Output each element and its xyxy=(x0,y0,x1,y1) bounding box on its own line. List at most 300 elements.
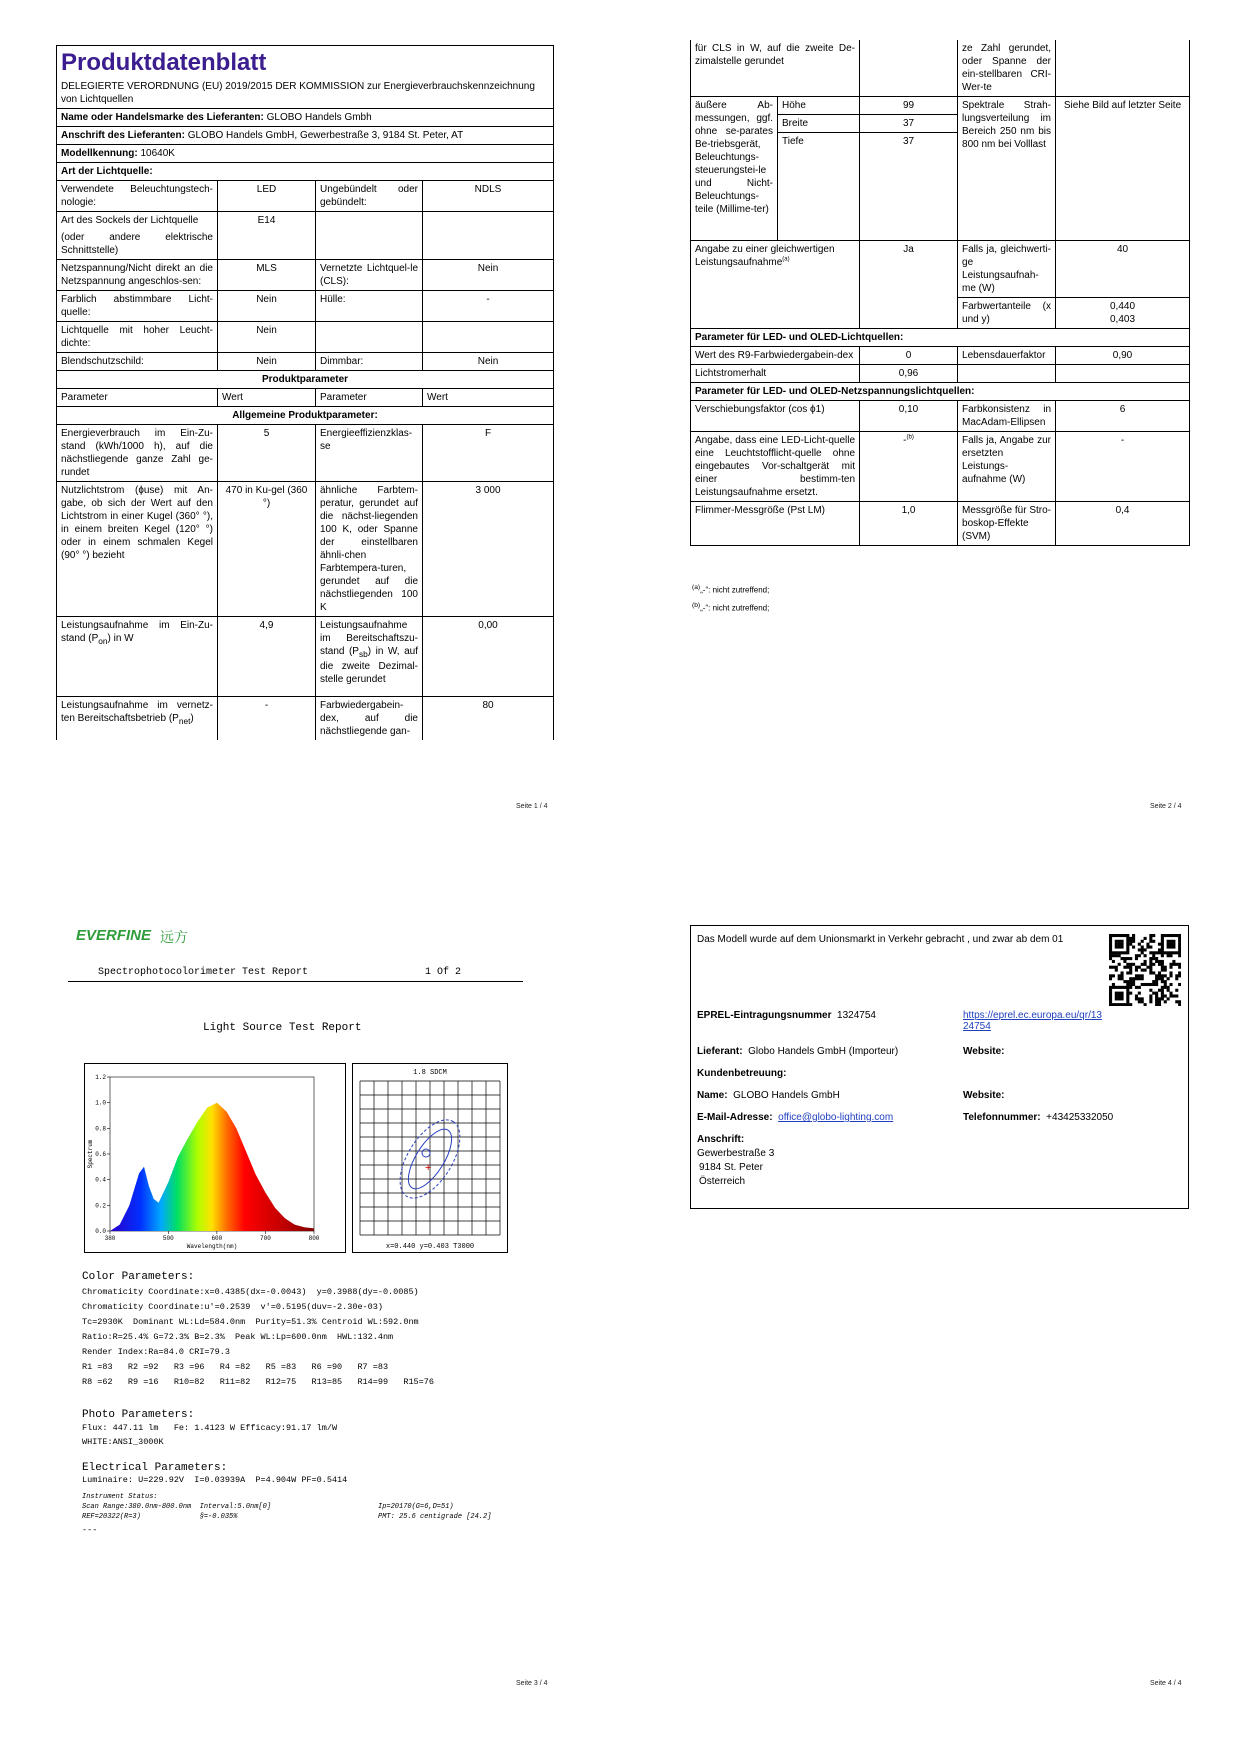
energy-class-label: Energieeffizienzklas-se xyxy=(316,425,423,482)
email-row: E-Mail-Adresse: office@globo-lighting.com xyxy=(697,1112,894,1123)
depth-label: Tiefe xyxy=(778,133,860,151)
website-label: Website: xyxy=(963,1046,1005,1057)
qr-module xyxy=(1158,960,1161,963)
power-standby-value: 0,00 xyxy=(423,617,554,697)
qr-module xyxy=(1172,946,1175,949)
qr-module xyxy=(1158,1003,1161,1006)
spectral-label: Spektrale Strah-lungsverteilung im Bereich 250 nm bis 800 nm bei Volllast xyxy=(958,97,1056,241)
qr-module xyxy=(1138,948,1141,951)
cap-label-note: (oder andere elektrische Schnittstelle) xyxy=(61,232,213,257)
bundled-value: NDLS xyxy=(423,181,554,212)
qr-module xyxy=(1135,994,1138,997)
qr-module xyxy=(1112,960,1115,963)
qr-module xyxy=(1161,943,1164,946)
qr-module xyxy=(1123,986,1126,989)
qr-module xyxy=(1138,943,1141,946)
qr-module xyxy=(1158,943,1161,946)
cct-value: 3 000 xyxy=(423,482,554,617)
qr-module xyxy=(1169,954,1172,957)
svm-label: Messgröße für Stro-boskop-Effekte (SVM) xyxy=(958,501,1056,545)
qr-module xyxy=(1172,951,1175,954)
qr-module xyxy=(1152,934,1155,937)
qr-module xyxy=(1121,943,1124,946)
x-tick-label: 700 xyxy=(260,1235,271,1242)
qr-module xyxy=(1129,992,1132,995)
qr-module xyxy=(1161,977,1164,980)
height-value: 99 xyxy=(860,97,958,115)
qr-module xyxy=(1118,951,1121,954)
qr-module xyxy=(1141,940,1144,943)
qr-module xyxy=(1121,971,1124,974)
qr-module xyxy=(1175,994,1178,997)
r9-label: Wert des R9-Farbwiedergabein-dex xyxy=(691,346,860,364)
qr-module xyxy=(1129,957,1132,960)
energy-class-value: F xyxy=(423,425,554,482)
qr-module xyxy=(1169,951,1172,954)
eprel-row: EPREL-Eintragungsnummer 1324754 xyxy=(697,1010,876,1021)
qr-module xyxy=(1175,977,1178,980)
qr-module xyxy=(1164,986,1167,989)
dimensions-label: äußere Ab-messungen, ggf. ohne se-parates Be-triebsgerät, Beleuchtungs-steuerungstei-le und Nicht-Beleuchtungs-teile (Millime-ter) xyxy=(691,97,778,241)
qr-module xyxy=(1155,980,1158,983)
equivalent-power-label: Angabe zu einer gleichwertigen Leistungsaufnahme$^{(a)}$ xyxy=(691,240,860,328)
photo-line-2: WHITE:ANSI_3000K xyxy=(82,1437,164,1447)
qr-module xyxy=(1129,980,1132,983)
qr-module xyxy=(1129,937,1132,940)
address-label: Anschrift: xyxy=(697,1134,745,1145)
qr-module xyxy=(1158,989,1161,992)
qr-module xyxy=(1149,937,1152,940)
displacement-factor-value: 0,10 xyxy=(860,400,958,431)
electrical-params-heading: Electrical Parameters: xyxy=(82,1462,228,1474)
qr-module xyxy=(1126,940,1129,943)
param-col-header: Parameter xyxy=(57,389,218,407)
qr-module xyxy=(1161,966,1164,969)
cap-label: Art des Sockels der Lichtquelle xyxy=(61,215,199,227)
instrument-line-2a: REF=20322(R=3) §=-0.035% xyxy=(82,1513,238,1521)
qr-module xyxy=(1155,960,1158,963)
y-axis-label: Spectrum xyxy=(87,1139,94,1169)
qr-module xyxy=(1121,977,1124,980)
qr-module xyxy=(1161,946,1164,949)
address-line-2: 9184 St. Peter xyxy=(699,1162,763,1173)
supplier-name: GLOBO Handels Gmbh xyxy=(266,112,372,124)
cri-value: 80 xyxy=(423,697,554,741)
supplier-address: GLOBO Handels GmbH, Gewerbestraße 3, 9184 St. Peter, AT xyxy=(187,130,464,142)
qr-module xyxy=(1135,974,1138,977)
qr-module xyxy=(1121,1003,1124,1006)
qr-module xyxy=(1132,934,1135,937)
qr-module xyxy=(1132,963,1135,966)
envelope-value: - xyxy=(423,291,554,322)
qr-module xyxy=(1141,948,1144,951)
qr-module xyxy=(1175,989,1178,992)
qr-module xyxy=(1146,966,1149,969)
qr-module xyxy=(1149,957,1152,960)
equivalent-power-flag: Ja xyxy=(860,240,958,328)
qr-module xyxy=(1149,963,1152,966)
width-value: 37 xyxy=(860,115,958,133)
phone-row: Telefonnummer: +43425332050 xyxy=(963,1112,1114,1123)
cls-value: Nein xyxy=(423,260,554,291)
email-link[interactable]: office@globo-lighting.com xyxy=(778,1112,894,1123)
report-subtitle: Light Source Test Report xyxy=(203,1022,362,1034)
qr-module xyxy=(1155,977,1158,980)
qr-module xyxy=(1178,983,1181,986)
page-1 xyxy=(0,0,620,877)
qr-module xyxy=(1132,940,1135,943)
qr-module xyxy=(1175,963,1178,966)
everfine-logo-cn: 远方 xyxy=(160,929,188,945)
displacement-factor-label: Verschiebungsfaktor (cos ϕ1) xyxy=(691,400,860,431)
qr-module xyxy=(1126,971,1129,974)
qr-module xyxy=(1126,963,1129,966)
report-title: Spectrophotocolorimeter Test Report xyxy=(98,967,309,978)
qr-module xyxy=(1161,934,1164,937)
model-id: 10640K xyxy=(140,148,175,160)
qr-module xyxy=(1169,971,1172,974)
qr-module xyxy=(1155,983,1158,986)
qr-module xyxy=(1167,934,1170,937)
qr-module xyxy=(1169,940,1172,943)
qr-module xyxy=(1167,989,1170,992)
qr-module xyxy=(1172,994,1175,997)
market-date-text: Das Modell wurde auf dem Unionsmarkt in Verkehr gebracht , und zwar ab dem 01 xyxy=(697,934,1064,945)
qr-module xyxy=(1129,971,1132,974)
qr-module xyxy=(1132,937,1135,940)
qr-module xyxy=(1152,980,1155,983)
qr-module xyxy=(1172,934,1175,937)
qr-module xyxy=(1172,963,1175,966)
product-params-header: Produktparameter xyxy=(57,371,554,389)
qr-module xyxy=(1129,969,1132,972)
qr-module xyxy=(1118,992,1121,995)
qr-module xyxy=(1155,1003,1158,1006)
x-tick-label: 500 xyxy=(162,1235,174,1242)
qr-module xyxy=(1121,994,1124,997)
lumen-maintenance-value: 0,96 xyxy=(860,364,958,382)
qr-module xyxy=(1149,989,1152,992)
qr-module xyxy=(1109,946,1112,949)
qr-module xyxy=(1112,974,1115,977)
instrument-line-1a: Scan Range:380.0nm-800.0nm Interval:5.0nm[0] xyxy=(82,1503,272,1511)
power-networked-label: Leistungsaufnahme im vernetz-ten Bereitschaftsbetrieb $(P_{net})$ xyxy=(57,697,218,741)
supplier-name-label: Name oder Handelsmarke des Lieferanten: xyxy=(61,112,264,124)
qr-module xyxy=(1167,940,1170,943)
qr-module xyxy=(1118,977,1121,980)
qr-module xyxy=(1144,948,1147,951)
qr-module xyxy=(1152,992,1155,995)
qr-module xyxy=(1152,957,1155,960)
qr-module xyxy=(1161,992,1164,995)
qr-module xyxy=(1138,1000,1141,1003)
qr-module xyxy=(1126,989,1129,992)
color-param-line: Tc=2930K Dominant WL:Ld=584.0nm Purity=51.3% Centroid WL:592.0nm xyxy=(82,1317,419,1327)
replacement-power-value: - xyxy=(1056,431,1190,501)
qr-module xyxy=(1164,951,1167,954)
replacement-power-label: Falls ja, Angabe zur ersetzten Leistungs-aufnahme (W) xyxy=(958,431,1056,501)
qr-module xyxy=(1118,954,1121,957)
cri-label-cont: ze Zahl gerundet, oder Spanne der ein-stellbaren CRI-Wer-te xyxy=(958,40,1056,97)
qr-module xyxy=(1115,994,1118,997)
qr-module xyxy=(1164,966,1167,969)
qr-module xyxy=(1149,934,1152,937)
mains-value: MLS xyxy=(218,260,316,291)
page-title: Produktdatenblatt xyxy=(61,49,267,76)
qr-module xyxy=(1155,1000,1158,1003)
qr-module xyxy=(1155,994,1158,997)
measured-point-marker: + xyxy=(425,1162,432,1174)
qr-module xyxy=(1109,954,1112,957)
qr-module xyxy=(1161,940,1164,943)
qr-module xyxy=(1155,974,1158,977)
qr-module xyxy=(1109,997,1112,1000)
qr-module xyxy=(1178,974,1181,977)
qr-module xyxy=(1152,954,1155,957)
qr-module xyxy=(1178,971,1181,974)
qr-module xyxy=(1161,986,1164,989)
qr-module xyxy=(1118,943,1121,946)
color-param-line: Chromaticity Coordinate:x=0.4385(dx=-0.0043) y=0.3988(dy=-0.0085) xyxy=(82,1287,419,1297)
qr-module xyxy=(1175,951,1178,954)
x-tick-label: 380 xyxy=(104,1235,116,1242)
mains-label: Netzspannung/Nicht direkt an die Netzspannung angeschlos-sen: xyxy=(57,260,218,291)
qr-module xyxy=(1112,951,1115,954)
color-params-heading: Color Parameters: xyxy=(82,1271,195,1283)
qr-module xyxy=(1138,997,1141,1000)
qr-module xyxy=(1169,946,1172,949)
page-number: Seite 4 / 4 xyxy=(1150,1680,1182,1687)
x-tick-label: 600 xyxy=(211,1235,223,1242)
qr-module xyxy=(1138,974,1141,977)
qr-module xyxy=(1155,951,1158,954)
y-tick-label: 0.4 xyxy=(95,1176,106,1184)
qr-module xyxy=(1164,983,1167,986)
footnote-b: $^{(b)}$„-“: nicht zutreffend; xyxy=(692,602,770,613)
page-number: Seite 3 / 4 xyxy=(516,1680,548,1687)
qr-module xyxy=(1158,1000,1161,1003)
qr-module xyxy=(1126,980,1129,983)
qr-module xyxy=(1115,1003,1118,1006)
qr-module xyxy=(1161,951,1164,954)
energy-value: 5 xyxy=(218,425,316,482)
qr-module xyxy=(1109,948,1112,951)
spectral-value: Siehe Bild auf letzter Seite xyxy=(1056,97,1190,241)
qr-module xyxy=(1178,963,1181,966)
qr-module xyxy=(1121,934,1124,937)
service-name-row: Name: GLOBO Handels GmbH xyxy=(697,1090,840,1101)
qr-module xyxy=(1115,966,1118,969)
qr-module xyxy=(1158,971,1161,974)
y-tick-label: 0.8 xyxy=(95,1125,106,1133)
qr-module xyxy=(1152,951,1155,954)
qr-module xyxy=(1135,986,1138,989)
qr-module xyxy=(1141,963,1144,966)
qr-module xyxy=(1155,997,1158,1000)
qr-module xyxy=(1141,946,1144,949)
qr-module xyxy=(1141,997,1144,1000)
qr-module xyxy=(1141,951,1144,954)
cie-title: 1.8 SDCM xyxy=(413,1069,447,1077)
qr-module xyxy=(1126,934,1129,937)
qr-module xyxy=(1172,940,1175,943)
page-4 xyxy=(620,877,1240,1754)
website-label-2: Website: xyxy=(963,1090,1005,1101)
value-col-header: Wert xyxy=(423,389,554,407)
macadam-value: 6 xyxy=(1056,400,1190,431)
instrument-line-2b: PMT: 25.6 centigrade [24.2] xyxy=(378,1513,492,1521)
eprel-info-box xyxy=(690,925,1189,1209)
qr-module xyxy=(1115,954,1118,957)
qr-module xyxy=(1109,1003,1112,1006)
equivalent-power-value-label: Falls ja, gleichwerti-ge Leistungsaufnah-me (W) xyxy=(958,240,1056,297)
supplier-address-label: Anschrift des Lieferanten: xyxy=(61,130,185,142)
qr-module xyxy=(1138,986,1141,989)
qr-module xyxy=(1161,994,1164,997)
photo-params-heading: Photo Parameters: xyxy=(82,1409,195,1421)
qr-module xyxy=(1158,977,1161,980)
qr-module xyxy=(1126,957,1129,960)
color-param-line: Chromaticity Coordinate:u'=0.2539 v'=0.5195(duv=-2.30e-03) xyxy=(82,1302,383,1312)
qr-module xyxy=(1126,946,1129,949)
qr-module xyxy=(1167,951,1170,954)
power-networked-value: - xyxy=(218,697,316,741)
qr-module xyxy=(1129,943,1132,946)
qr-module xyxy=(1118,997,1121,1000)
qr-module xyxy=(1178,943,1181,946)
qr-module xyxy=(1126,948,1129,951)
qr-module xyxy=(1178,937,1181,940)
qr-module xyxy=(1135,954,1138,957)
qr-module xyxy=(1126,997,1129,1000)
qr-module xyxy=(1109,937,1112,940)
qr-module xyxy=(1126,966,1129,969)
qr-module xyxy=(1121,940,1124,943)
qr-module xyxy=(1138,992,1141,995)
qr-module xyxy=(1126,994,1129,997)
qr-module xyxy=(1161,989,1164,992)
qr-module xyxy=(1109,934,1112,937)
qr-module xyxy=(1152,963,1155,966)
qr-module xyxy=(1135,957,1138,960)
qr-module xyxy=(1115,951,1118,954)
power-on-label: Leistungsaufnahme im Ein-Zu-stand $(P_{on})$ in W xyxy=(57,617,218,697)
qr-module xyxy=(1109,986,1112,989)
qr-module xyxy=(1118,1003,1121,1006)
qr-module xyxy=(1121,974,1124,977)
y-tick-label: 0.6 xyxy=(95,1151,106,1158)
qr-module xyxy=(1175,974,1178,977)
qr-module xyxy=(1161,997,1164,1000)
cct-label: ähnliche Farbtem-peratur, gerundet auf die nächst-liegenden 100 K, oder Spanne der einstellbaren ähnli-chen Farbtempera-turen, gerundet auf die nächstliegenden 100 K xyxy=(316,482,423,617)
qr-module xyxy=(1121,986,1124,989)
dimmable-label: Dimmbar: xyxy=(316,353,423,371)
qr-module xyxy=(1121,992,1124,995)
qr-module xyxy=(1121,946,1124,949)
qr-module xyxy=(1149,971,1152,974)
qr-module xyxy=(1115,969,1118,972)
qr-module xyxy=(1115,946,1118,949)
led-params-header: Parameter für LED- und OLED-Lichtquellen: xyxy=(691,328,1190,346)
page-2 xyxy=(620,0,1240,877)
technology-value: LED xyxy=(218,181,316,212)
qr-module xyxy=(1109,1000,1112,1003)
qr-module xyxy=(1149,994,1152,997)
datasheet-table-2 xyxy=(690,40,1190,546)
qr-module xyxy=(1141,974,1144,977)
qr-module xyxy=(1169,992,1172,995)
qr-module xyxy=(1149,940,1152,943)
bundled-label: Ungebündelt oder gebündelt: xyxy=(316,181,423,212)
qr-module xyxy=(1161,948,1164,951)
qr-module xyxy=(1138,977,1141,980)
qr-module xyxy=(1129,966,1132,969)
qr-module xyxy=(1167,946,1170,949)
qr-module xyxy=(1135,966,1138,969)
color-param-line: Ratio:R=25.4% G=72.3% B=2.3% Peak WL:Lp=600.0nm HWL:132.4nm xyxy=(82,1332,394,1342)
qr-module xyxy=(1164,974,1167,977)
qr-module xyxy=(1149,983,1152,986)
lumen-maintenance-label: Lichtstromerhalt xyxy=(691,364,860,382)
qr-module xyxy=(1158,997,1161,1000)
qr-module xyxy=(1169,963,1172,966)
high-luminance-value: Nein xyxy=(218,322,316,353)
qr-module xyxy=(1172,960,1175,963)
qr-module xyxy=(1129,986,1132,989)
dimmable-value: Nein xyxy=(423,353,554,371)
qr-module xyxy=(1109,943,1112,946)
qr-module xyxy=(1118,940,1121,943)
everfine-logo: EVERFINE xyxy=(76,927,152,944)
qr-module xyxy=(1112,966,1115,969)
qr-module xyxy=(1152,983,1155,986)
cie-ellipse-chart xyxy=(352,1063,508,1253)
cap-value: E14 xyxy=(218,212,316,260)
chromaticity-y: 0,403 xyxy=(1110,313,1136,325)
flux-label: Nutzlichtstrom (ɸuse) mit An-gabe, ob sich der Wert auf den Lichtstrom in einer Kugel (360° °), in einem breiten Kegel (120° °) oder in einem schmalen Kegel (90° °) bezieht xyxy=(57,482,218,617)
qr-module xyxy=(1109,951,1112,954)
qr-module xyxy=(1138,954,1141,957)
datasheet-table-1 xyxy=(56,45,554,740)
qr-module xyxy=(1126,937,1129,940)
qr-module xyxy=(1152,971,1155,974)
height-label: Höhe xyxy=(778,97,860,115)
depth-value: 37 xyxy=(860,133,958,151)
qr-module xyxy=(1161,960,1164,963)
chromaticity-label: Farbwertanteile (x und y) xyxy=(958,297,1056,328)
qr-module xyxy=(1118,994,1121,997)
qr-module xyxy=(1121,957,1124,960)
qr-module xyxy=(1144,960,1147,963)
energy-label: Energieverbrauch im Ein-Zu-stand (kWh/1000 h), auf die nächstliegende ganze Zahl ge-rundet xyxy=(57,425,218,482)
qr-module xyxy=(1126,951,1129,954)
photo-line-1: Flux: 447.11 lm Fe: 1.4123 W Efficacy:91.17 lm/W xyxy=(82,1423,338,1433)
qr-module xyxy=(1109,966,1112,969)
eprel-link[interactable]: https://eprel.ec.europa.eu/qr/13 24754 xyxy=(963,1010,1102,1032)
technology-label: Verwendete Beleuchtungstech-nologie: xyxy=(57,181,218,212)
trailing-dashes: --- xyxy=(82,1525,98,1535)
qr-module xyxy=(1167,954,1170,957)
glare-shield-value: Nein xyxy=(218,353,316,371)
qr-module xyxy=(1129,940,1132,943)
qr-module xyxy=(1115,934,1118,937)
qr-module xyxy=(1129,963,1132,966)
qr-module xyxy=(1129,977,1132,980)
qr-module xyxy=(1178,1003,1181,1006)
qr-module xyxy=(1149,966,1152,969)
qr-module xyxy=(1126,983,1129,986)
qr-module xyxy=(1112,934,1115,937)
